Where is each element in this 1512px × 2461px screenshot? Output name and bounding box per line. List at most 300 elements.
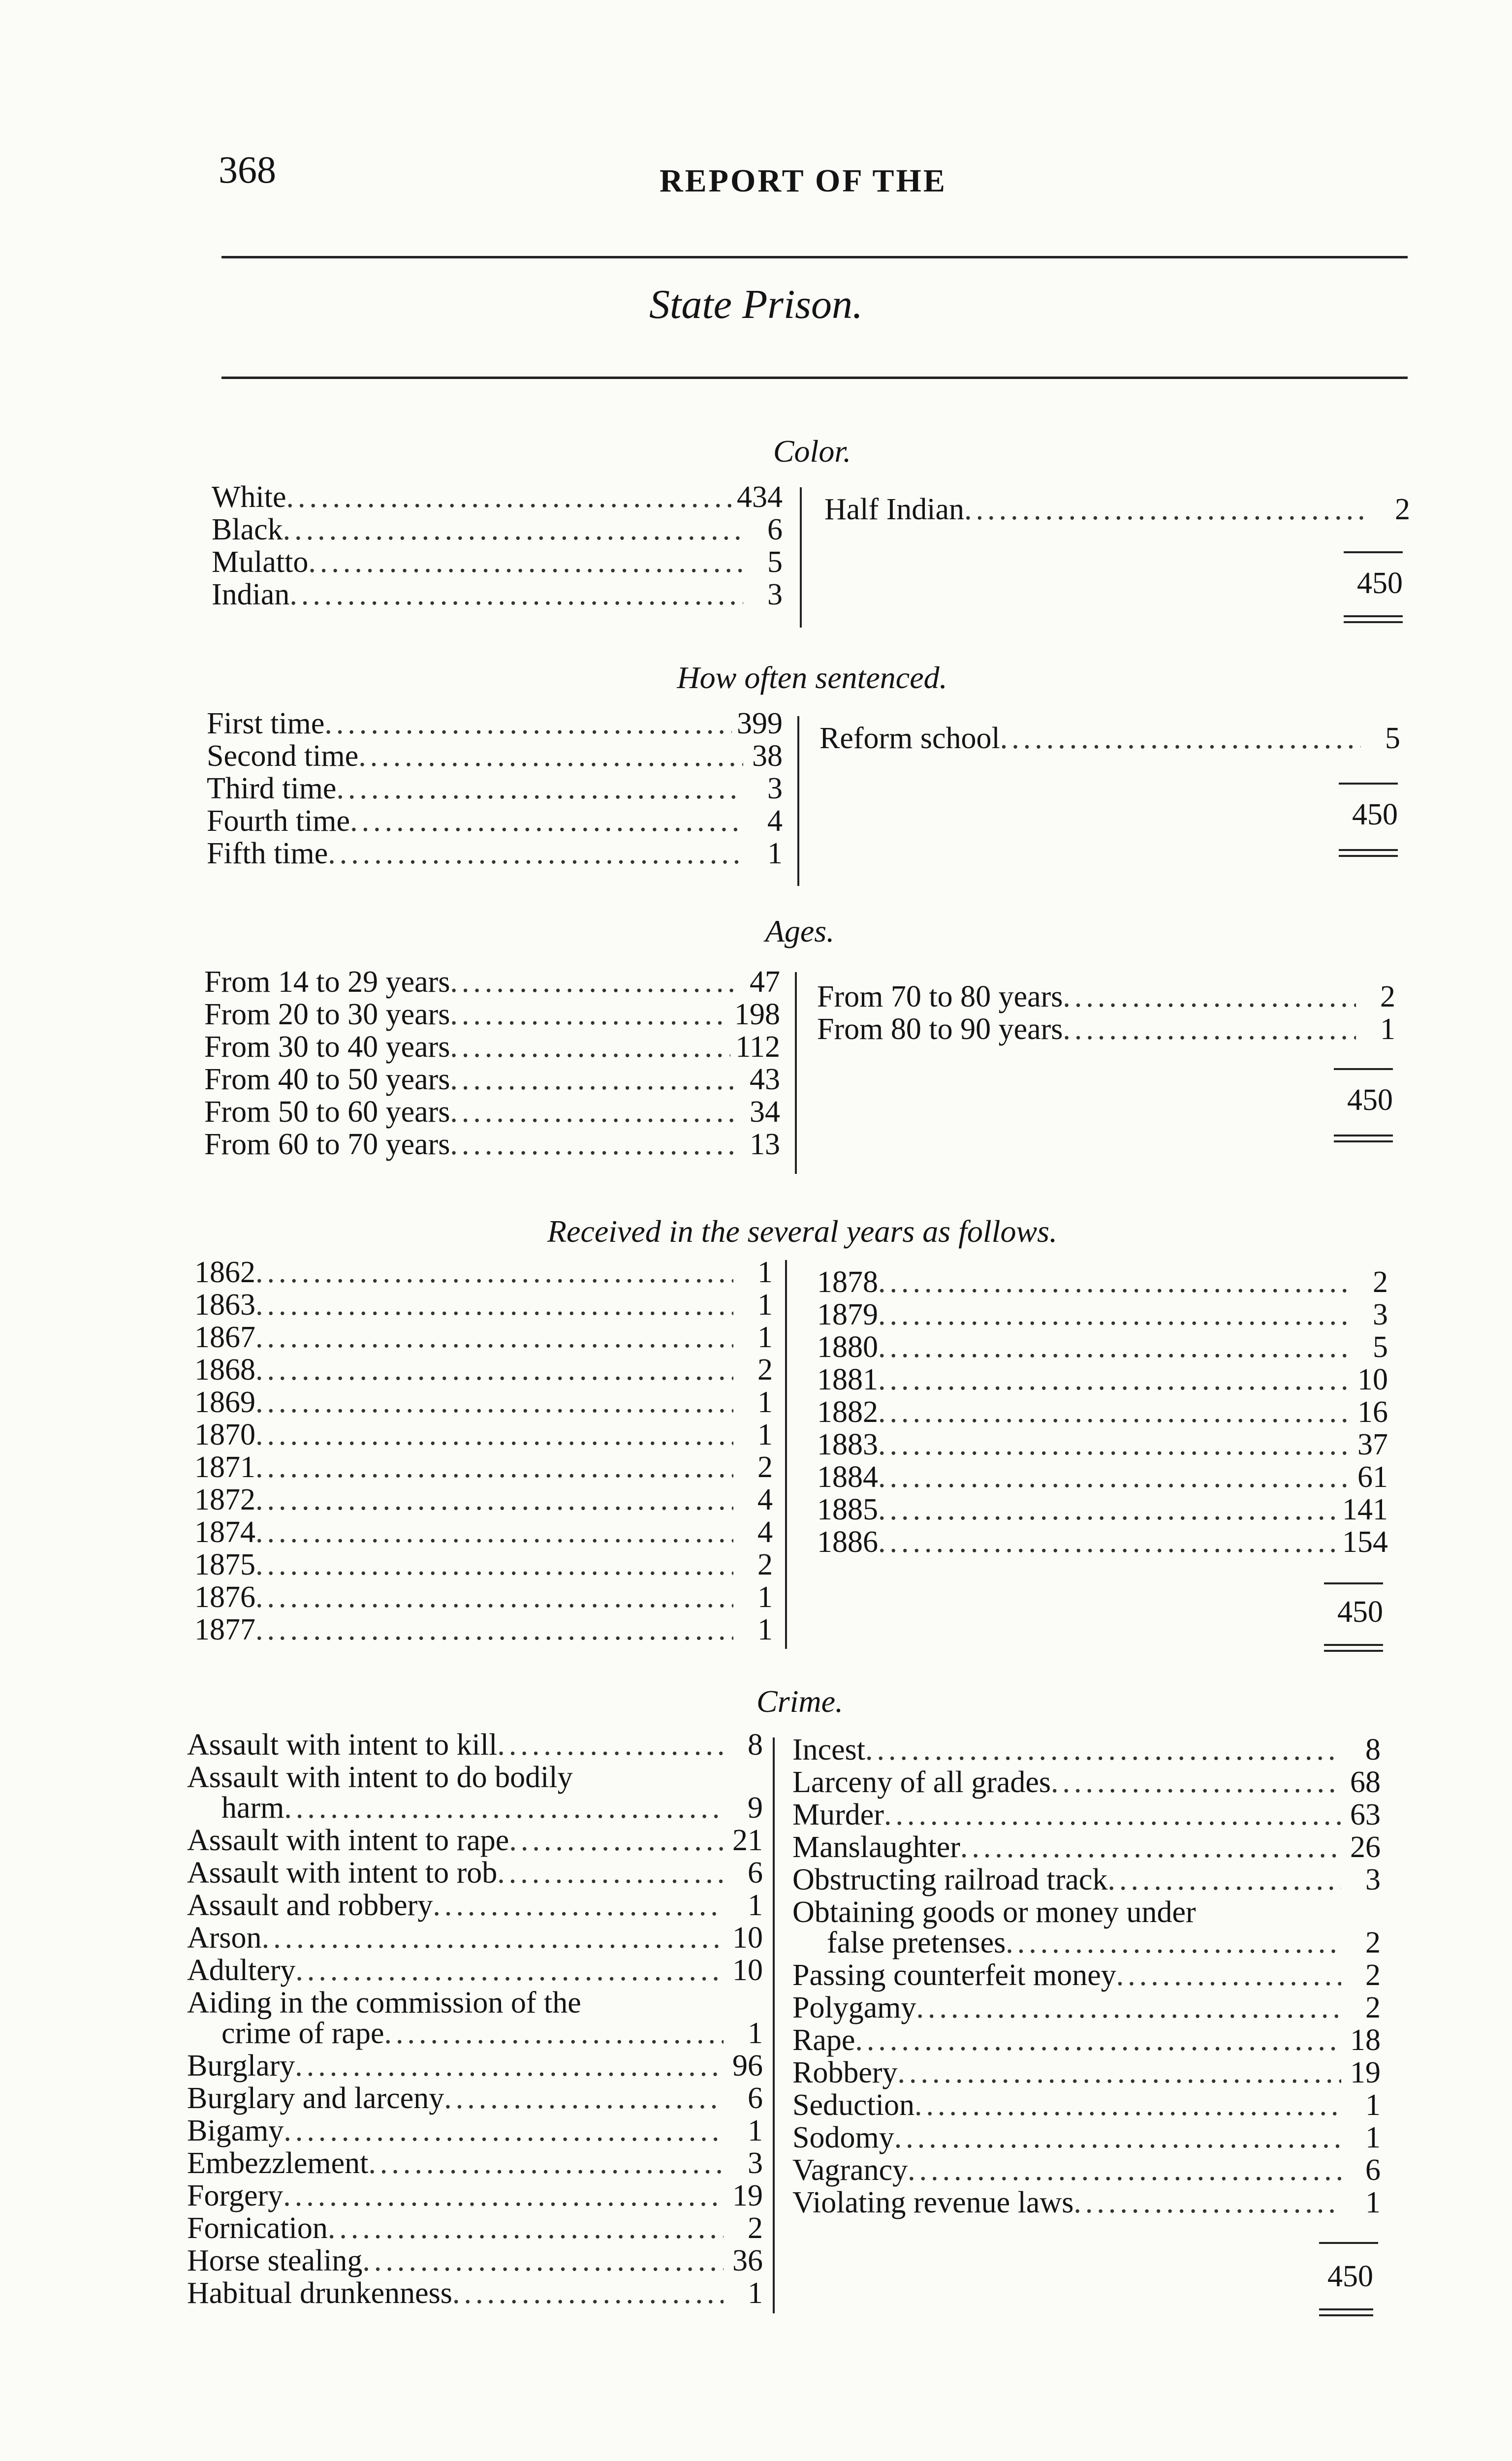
crime-row-label: Incest bbox=[792, 1733, 866, 1767]
crime-row-value: 19 bbox=[1350, 2056, 1381, 2089]
ages-row-label: From 20 to 30 years bbox=[204, 998, 450, 1031]
leader-dots bbox=[255, 1450, 733, 1485]
crime-right-row bbox=[792, 2023, 1381, 2055]
crime-row-value: 6 bbox=[1365, 2153, 1381, 2187]
received-right-row bbox=[817, 1492, 1388, 1525]
leader-dots bbox=[878, 1265, 1349, 1300]
crime-row-label: Larceny of all grades bbox=[792, 1766, 1051, 1799]
received-heading: Received in the several years as follows. bbox=[547, 1214, 1058, 1249]
ages-right-row bbox=[817, 979, 1395, 1012]
color-left-row bbox=[212, 577, 783, 610]
received-left-row bbox=[194, 1580, 773, 1612]
ages-right-column bbox=[817, 979, 1395, 1044]
leader-dots bbox=[509, 1823, 724, 1858]
crime-left-column bbox=[187, 1728, 763, 2308]
received-row-label: 1878 bbox=[817, 1265, 878, 1299]
ages-left-row bbox=[204, 1095, 780, 1127]
crime-row-value: 63 bbox=[1350, 1798, 1381, 1831]
received-row-value: 4 bbox=[757, 1483, 773, 1516]
sentenced-left-row bbox=[207, 706, 783, 739]
leader-dots bbox=[283, 512, 743, 547]
running-head bbox=[660, 162, 947, 200]
crime-row-value: 3 bbox=[1365, 1863, 1381, 1896]
received-right-row bbox=[817, 1427, 1388, 1460]
leader-dots bbox=[878, 1297, 1349, 1332]
leader-dots bbox=[878, 1525, 1337, 1560]
crime-row-label: Assault with intent to rob bbox=[187, 1856, 498, 1890]
received-right-row bbox=[817, 1297, 1388, 1330]
received-left-row bbox=[194, 1255, 773, 1288]
received-row-label: 1867 bbox=[194, 1321, 255, 1354]
crime-row-label: Vagrancy bbox=[792, 2153, 908, 2187]
crime-left-row bbox=[187, 1856, 763, 1888]
sentenced-row-value: 5 bbox=[1385, 722, 1400, 755]
crime-left-row bbox=[187, 1986, 763, 2019]
crime-right-row bbox=[792, 1830, 1381, 1862]
leader-dots bbox=[350, 804, 743, 839]
crime-right-row bbox=[792, 2185, 1381, 2218]
leader-dots bbox=[908, 2153, 1341, 2188]
sentenced-row-label: Fifth time bbox=[207, 837, 328, 870]
crime-row-label: Assault with intent to rape bbox=[187, 1824, 509, 1857]
received-row-value: 154 bbox=[1342, 1525, 1388, 1559]
crime-row-value: 1 bbox=[748, 1889, 763, 1922]
sentenced-row-label: Third time bbox=[207, 772, 337, 805]
received-row-value: 141 bbox=[1342, 1493, 1388, 1526]
leader-dots bbox=[255, 1320, 733, 1355]
leader-dots bbox=[284, 2114, 724, 2148]
crime-left-row bbox=[187, 2049, 763, 2081]
received-row-value: 2 bbox=[757, 1548, 773, 1581]
color-right-row bbox=[824, 492, 1410, 525]
received-right-row bbox=[817, 1362, 1388, 1395]
received-row-label: 1883 bbox=[817, 1428, 878, 1461]
leader-dots bbox=[878, 1362, 1349, 1397]
received-row-value: 1 bbox=[757, 1613, 773, 1646]
sentenced-left-row bbox=[207, 771, 783, 804]
received-row-value: 2 bbox=[757, 1353, 773, 1387]
crime-row-label: Passing counterfeit money bbox=[792, 1958, 1116, 1992]
sentenced-left-column bbox=[207, 706, 783, 869]
color-right-column bbox=[824, 492, 1410, 525]
crime-row-value: 1 bbox=[1365, 2088, 1381, 2122]
ages-row-label: From 30 to 40 years bbox=[204, 1030, 450, 1064]
sentenced-row-label: Reform school bbox=[819, 722, 1000, 755]
ages-total-double-rule-1 bbox=[1334, 1135, 1393, 1136]
crime-right-column bbox=[792, 1733, 1381, 2218]
sentenced-row-label: Fourth time bbox=[207, 804, 350, 838]
leader-dots bbox=[1107, 1862, 1341, 1897]
sentenced-right-column bbox=[819, 721, 1400, 754]
color-row-label: Half Indian bbox=[824, 493, 965, 526]
sentenced-right-row bbox=[819, 721, 1400, 754]
received-row-value: 1 bbox=[757, 1580, 773, 1614]
sentenced-row-value: 38 bbox=[752, 739, 783, 773]
leader-dots bbox=[358, 739, 743, 774]
received-row-label: 1868 bbox=[194, 1353, 255, 1387]
received-row-label: 1886 bbox=[817, 1525, 878, 1559]
leader-dots bbox=[1116, 1958, 1341, 1993]
leader-dots bbox=[450, 1095, 741, 1130]
received-row-value: 1 bbox=[757, 1288, 773, 1322]
leader-dots bbox=[328, 2211, 724, 2246]
received-row-label: 1881 bbox=[817, 1363, 878, 1396]
received-row-label: 1862 bbox=[194, 1256, 255, 1289]
crime-left-row bbox=[187, 2276, 763, 2308]
received-left-row bbox=[194, 1483, 773, 1515]
received-left-row bbox=[194, 1288, 773, 1320]
crime-row-value: 8 bbox=[748, 1728, 763, 1762]
received-right-row bbox=[817, 1330, 1388, 1362]
crime-row-label: Burglary and larceny bbox=[187, 2082, 444, 2115]
color-row-label: Mulatto bbox=[212, 545, 309, 579]
crime-right-row bbox=[792, 1862, 1381, 1895]
ages-left-row bbox=[204, 1062, 780, 1095]
leader-dots bbox=[450, 1030, 730, 1065]
crime-right-row bbox=[792, 2120, 1381, 2153]
sentenced-row-label: First time bbox=[207, 707, 325, 740]
ages-left-column bbox=[204, 965, 780, 1160]
crime-row-label: Rape bbox=[792, 2023, 855, 2057]
header-rule-top bbox=[221, 256, 1408, 258]
leader-dots bbox=[262, 1921, 724, 1956]
crime-divider bbox=[773, 1737, 775, 2313]
ages-row-value: 43 bbox=[750, 1063, 780, 1096]
ages-row-value: 13 bbox=[750, 1128, 780, 1161]
ages-left-row bbox=[204, 965, 780, 997]
leader-dots bbox=[865, 1733, 1341, 1767]
crime-row-label: harm bbox=[221, 1791, 284, 1825]
received-left-row bbox=[194, 1450, 773, 1483]
ages-row-label: From 40 to 50 years bbox=[204, 1063, 450, 1096]
ages-row-label: From 70 to 80 years bbox=[817, 980, 1063, 1013]
crime-row-label: Obtaining goods or money under bbox=[792, 1895, 1196, 1929]
ages-row-label: From 60 to 70 years bbox=[204, 1128, 450, 1161]
color-left-row bbox=[212, 512, 783, 545]
received-row-value: 1 bbox=[757, 1321, 773, 1354]
crime-right-row bbox=[792, 2088, 1381, 2120]
crime-row-label: Habitual drunkenness bbox=[187, 2276, 452, 2310]
leader-dots bbox=[878, 1330, 1349, 1365]
crime-left-row bbox=[187, 2178, 763, 2211]
crime-left-row bbox=[187, 2146, 763, 2178]
ages-row-value: 2 bbox=[1380, 980, 1395, 1013]
crime-total-double-rule-2 bbox=[1319, 2314, 1373, 2316]
leader-dots bbox=[1000, 721, 1361, 756]
leader-dots bbox=[497, 1728, 724, 1763]
leader-dots bbox=[255, 1288, 733, 1323]
crime-left-row bbox=[187, 1791, 763, 1823]
crime-row-label: Manslaughter bbox=[792, 1830, 960, 1864]
crime-row-value: 1 bbox=[1365, 2186, 1381, 2219]
crime-left-row bbox=[187, 1953, 763, 1986]
crime-left-row bbox=[187, 1823, 763, 1856]
received-total-double-rule-2 bbox=[1324, 1650, 1383, 1652]
ages-left-row bbox=[204, 1030, 780, 1062]
sentenced-left-row bbox=[207, 739, 783, 771]
leader-dots bbox=[1006, 1925, 1341, 1960]
crime-left-row bbox=[187, 2016, 763, 2049]
leader-dots bbox=[284, 1791, 724, 1826]
leader-dots bbox=[450, 1127, 741, 1162]
crime-row-label: Seduction bbox=[792, 2088, 914, 2122]
color-row-label: Black bbox=[212, 513, 283, 546]
color-row-label: Indian bbox=[212, 578, 290, 611]
leader-dots bbox=[497, 1856, 724, 1891]
crime-heading: Crime. bbox=[756, 1684, 843, 1719]
ages-row-value: 198 bbox=[734, 998, 780, 1031]
crime-right-row bbox=[792, 1733, 1381, 1765]
ages-row-label: From 14 to 29 years bbox=[204, 965, 450, 999]
leader-dots bbox=[1063, 979, 1356, 1014]
received-row-value: 2 bbox=[1373, 1265, 1388, 1299]
received-total: 450 bbox=[1337, 1595, 1383, 1629]
leader-dots bbox=[878, 1395, 1349, 1430]
color-divider bbox=[800, 487, 802, 628]
leader-dots bbox=[283, 2178, 724, 2213]
received-row-label: 1875 bbox=[194, 1548, 255, 1581]
leader-dots bbox=[916, 1990, 1341, 2025]
leader-dots bbox=[450, 1062, 741, 1097]
leader-dots bbox=[289, 577, 743, 612]
leader-dots bbox=[884, 1798, 1341, 1832]
ages-right-row bbox=[817, 1012, 1395, 1044]
sentenced-row-value: 3 bbox=[767, 772, 783, 805]
crime-row-value: 1 bbox=[748, 2017, 763, 2050]
leader-dots bbox=[324, 706, 732, 741]
crime-row-label: Fornication bbox=[187, 2211, 328, 2245]
leader-dots bbox=[362, 2243, 724, 2278]
received-total-double-rule-1 bbox=[1324, 1644, 1383, 1646]
received-row-label: 1884 bbox=[817, 1460, 878, 1494]
received-row-label: 1874 bbox=[194, 1515, 255, 1549]
sentenced-left-row bbox=[207, 836, 783, 869]
crime-row-label: Forgery bbox=[187, 2179, 284, 2212]
received-row-value: 10 bbox=[1357, 1363, 1388, 1396]
crime-row-label: false pretenses bbox=[827, 1926, 1006, 1959]
color-left-column bbox=[212, 480, 783, 610]
crime-row-label: Assault with intent to do bodily bbox=[187, 1761, 573, 1794]
crime-row-value: 10 bbox=[732, 1954, 763, 1987]
leader-dots bbox=[295, 1953, 724, 1988]
received-total-rule bbox=[1324, 1582, 1383, 1584]
sentenced-total-double-rule-1 bbox=[1339, 849, 1398, 851]
received-left-row bbox=[194, 1385, 773, 1418]
leader-dots bbox=[255, 1483, 733, 1517]
leader-dots bbox=[1063, 1012, 1356, 1047]
crime-row-label: Violating revenue laws bbox=[792, 2186, 1074, 2219]
running-head-text: REPORT OF THE bbox=[660, 163, 947, 199]
crime-left-row bbox=[187, 1728, 763, 1760]
received-row-value: 2 bbox=[757, 1451, 773, 1484]
color-row-value: 434 bbox=[737, 480, 783, 514]
page-number: 368 bbox=[219, 148, 276, 191]
received-row-label: 1871 bbox=[194, 1451, 255, 1484]
crime-row-label: Adultery bbox=[187, 1954, 296, 1987]
crime-row-label: Horse stealing bbox=[187, 2244, 363, 2277]
crime-left-row bbox=[187, 2114, 763, 2146]
crime-right-row bbox=[792, 1765, 1381, 1798]
leader-dots bbox=[336, 771, 743, 806]
crime-row-label: Aiding in the commission of the bbox=[187, 1986, 581, 2019]
crime-right-row bbox=[792, 2153, 1381, 2185]
crime-left-row bbox=[187, 1760, 763, 1794]
received-row-label: 1870 bbox=[194, 1418, 255, 1451]
sentenced-left-row bbox=[207, 804, 783, 836]
crime-row-value: 8 bbox=[1365, 1733, 1381, 1767]
color-row-label: White bbox=[212, 480, 286, 514]
leader-dots bbox=[964, 492, 1371, 527]
leader-dots bbox=[255, 1385, 733, 1420]
received-row-label: 1863 bbox=[194, 1288, 255, 1322]
crime-row-value: 10 bbox=[732, 1921, 763, 1955]
crime-left-row bbox=[187, 2211, 763, 2243]
received-row-label: 1876 bbox=[194, 1580, 255, 1614]
leader-dots bbox=[1051, 1765, 1341, 1800]
crime-row-value: 2 bbox=[1365, 1958, 1381, 1992]
crime-row-label: Embezzlement bbox=[187, 2146, 369, 2180]
received-row-value: 1 bbox=[757, 1256, 773, 1289]
leader-dots bbox=[328, 836, 743, 871]
crime-left-row bbox=[187, 2243, 763, 2276]
section-title: State Prison. bbox=[649, 282, 863, 327]
crime-row-value: 36 bbox=[732, 2244, 763, 2277]
leader-dots bbox=[450, 997, 729, 1032]
crime-row-value: 1 bbox=[748, 2114, 763, 2147]
crime-row-value: 2 bbox=[748, 2211, 763, 2245]
color-total-rule bbox=[1344, 551, 1403, 553]
sentenced-heading: How often sentenced. bbox=[677, 660, 947, 695]
received-right-column bbox=[817, 1265, 1388, 1557]
crime-right-row bbox=[792, 1958, 1381, 1990]
ages-total-double-rule-2 bbox=[1334, 1140, 1393, 1142]
crime-right-row bbox=[792, 2055, 1381, 2088]
sentenced-total: 450 bbox=[1352, 798, 1398, 831]
leader-dots bbox=[308, 545, 743, 580]
sentenced-row-value: 1 bbox=[767, 837, 783, 870]
leader-dots bbox=[255, 1515, 733, 1550]
color-row-value: 5 bbox=[767, 545, 783, 579]
sentenced-row-value: 399 bbox=[737, 707, 783, 740]
crime-row-value: 26 bbox=[1350, 1830, 1381, 1864]
crime-row-label: Obstructing railroad track bbox=[792, 1863, 1108, 1896]
received-left-row bbox=[194, 1353, 773, 1385]
received-left-row bbox=[194, 1515, 773, 1547]
crime-row-label: Sodomy bbox=[792, 2121, 894, 2154]
crime-row-value: 6 bbox=[748, 1856, 763, 1890]
color-total: 450 bbox=[1357, 567, 1403, 600]
leader-dots bbox=[855, 2023, 1341, 2058]
leader-dots bbox=[255, 1580, 733, 1615]
crime-row-value: 21 bbox=[732, 1824, 763, 1857]
leader-dots bbox=[255, 1418, 733, 1452]
sentenced-total-double-rule-2 bbox=[1339, 855, 1398, 857]
leader-dots bbox=[878, 1460, 1349, 1495]
crime-right-row bbox=[792, 1925, 1381, 1958]
received-row-value: 37 bbox=[1357, 1428, 1388, 1461]
crime-right-row bbox=[792, 1798, 1381, 1830]
header-rule-bottom bbox=[221, 377, 1408, 379]
leader-dots bbox=[878, 1427, 1349, 1462]
ages-row-label: From 80 to 90 years bbox=[817, 1012, 1063, 1046]
ages-total-rule bbox=[1334, 1068, 1393, 1070]
received-row-label: 1885 bbox=[817, 1493, 878, 1526]
received-left-column bbox=[194, 1255, 773, 1645]
crime-row-label: Polygamy bbox=[792, 1991, 916, 2024]
crime-right-row bbox=[792, 1895, 1381, 1929]
color-row-value: 3 bbox=[767, 578, 783, 611]
received-row-value: 61 bbox=[1357, 1460, 1388, 1494]
ages-divider bbox=[795, 972, 797, 1174]
received-row-label: 1872 bbox=[194, 1483, 255, 1516]
ages-row-value: 1 bbox=[1380, 1012, 1395, 1046]
leader-dots bbox=[384, 2016, 724, 2051]
crime-row-label: Robbery bbox=[792, 2056, 898, 2089]
received-row-label: 1880 bbox=[817, 1330, 878, 1364]
crime-row-value: 2 bbox=[1365, 1926, 1381, 1959]
sentenced-row-value: 4 bbox=[767, 804, 783, 838]
received-row-value: 16 bbox=[1357, 1395, 1388, 1429]
leader-dots bbox=[894, 2120, 1341, 2155]
received-row-label: 1877 bbox=[194, 1613, 255, 1646]
crime-row-value: 18 bbox=[1350, 2023, 1381, 2057]
crime-left-row bbox=[187, 1888, 763, 1921]
color-left-row bbox=[212, 480, 783, 512]
leader-dots bbox=[368, 2146, 724, 2181]
received-row-value: 5 bbox=[1373, 1330, 1388, 1364]
crime-row-value: 96 bbox=[732, 2049, 763, 2082]
received-right-row bbox=[817, 1395, 1388, 1427]
crime-total: 450 bbox=[1327, 2260, 1373, 2293]
crime-row-label: Burglary bbox=[187, 2049, 295, 2082]
crime-row-value: 1 bbox=[1365, 2121, 1381, 2154]
crime-right-row bbox=[792, 1990, 1381, 2023]
leader-dots bbox=[878, 1492, 1337, 1527]
ages-row-value: 112 bbox=[735, 1030, 780, 1064]
received-right-row bbox=[817, 1460, 1388, 1492]
received-left-row bbox=[194, 1547, 773, 1580]
crime-row-label: Assault and robbery bbox=[187, 1889, 433, 1922]
crime-row-value: 2 bbox=[1365, 1991, 1381, 2024]
color-heading: Color. bbox=[773, 434, 851, 469]
color-total-double-rule-2 bbox=[1344, 621, 1403, 623]
color-row-value: 6 bbox=[767, 513, 783, 546]
received-left-row bbox=[194, 1418, 773, 1450]
received-row-value: 1 bbox=[757, 1418, 773, 1451]
crime-row-label: Assault with intent to kill bbox=[187, 1728, 498, 1762]
received-right-row bbox=[817, 1265, 1388, 1297]
crime-row-value: 1 bbox=[748, 2276, 763, 2310]
received-left-row bbox=[194, 1320, 773, 1353]
leader-dots bbox=[452, 2276, 724, 2311]
crime-row-label: crime of rape bbox=[221, 2017, 384, 2050]
leader-dots bbox=[898, 2055, 1341, 2090]
crime-total-rule bbox=[1319, 2242, 1378, 2244]
leader-dots bbox=[444, 2081, 724, 2116]
ages-row-label: From 50 to 60 years bbox=[204, 1095, 450, 1129]
received-right-row bbox=[817, 1525, 1388, 1557]
ages-total: 450 bbox=[1347, 1083, 1393, 1117]
leader-dots bbox=[450, 965, 741, 1000]
color-row-value: 2 bbox=[1395, 493, 1410, 526]
received-left-row bbox=[194, 1612, 773, 1645]
crime-row-value: 68 bbox=[1350, 1766, 1381, 1799]
sentenced-divider bbox=[797, 716, 799, 886]
color-left-row bbox=[212, 545, 783, 577]
received-row-value: 1 bbox=[757, 1386, 773, 1419]
crime-row-value: 6 bbox=[748, 2082, 763, 2115]
crime-left-row bbox=[187, 1921, 763, 1953]
